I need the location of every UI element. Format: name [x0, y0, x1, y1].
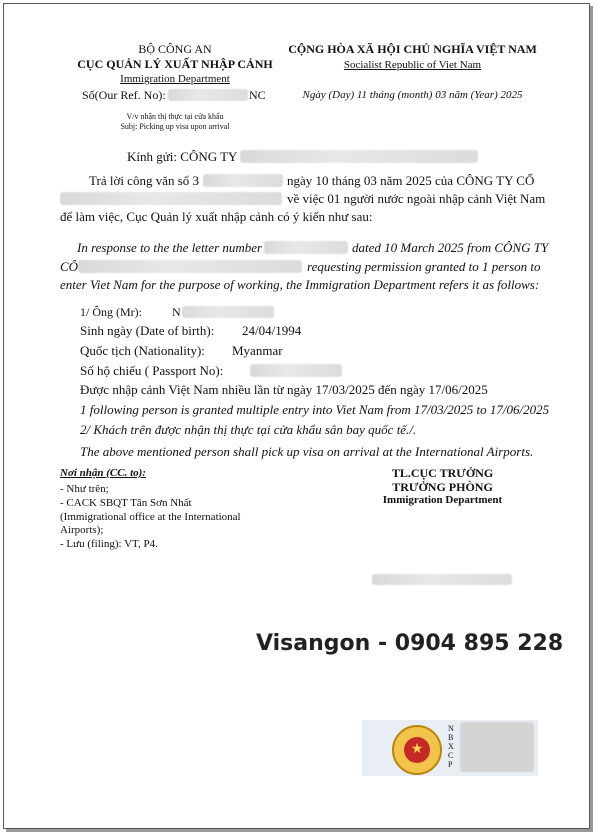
- ministry-name: BỘ CÔNG AN: [138, 42, 212, 56]
- pickup-vi: 2/ Khách trên được nhận thị thực tại cửa khẩu sân bay quốc tế./.: [80, 422, 417, 437]
- vi-paragraph-line3: để làm việc, Cục Quản lý xuất nhập cảnh có ý kiến như sau:: [60, 209, 373, 224]
- person-label: 1/ Ông (Mr):: [80, 305, 142, 319]
- vi-paragraph-line1b: ngày 10 tháng 03 năm 2025 của CÔNG TY CỔ: [287, 173, 535, 188]
- recipient-line: Airports);: [60, 524, 104, 536]
- country-name-en: Socialist Republic of Viet Nam: [343, 59, 482, 71]
- subject-en: Subj: Picking up visa upon arrival: [120, 122, 230, 131]
- country-name: CỘNG HÒA XÃ HỘI CHỦ NGHĨA VIỆT NAM: [288, 42, 537, 56]
- entry-vi: Được nhập cảnh Việt Nam nhiều lần từ ngày 17/03/2025 đến ngày 17/06/2025: [80, 382, 488, 397]
- stamp-letter: X: [448, 742, 454, 751]
- redacted-person-name: [182, 306, 274, 318]
- redacted-company: [240, 150, 478, 163]
- stamp-letter: C: [448, 751, 454, 760]
- reference-label: Số(Our Ref. No):: [82, 88, 166, 102]
- entry-en: 1 following person is granted multiple entry into Viet Nam from 17/03/2025 to 17/06/2025: [80, 402, 550, 417]
- signature-position: TRƯỞNG PHÒNG: [392, 480, 493, 494]
- redacted-company-name: [60, 192, 282, 205]
- visangon-phone-watermark: Visangon - 0904 895 228: [256, 631, 564, 656]
- redacted-letter-no: [203, 174, 283, 187]
- en-paragraph-line3: enter Viet Nam for the purpose of working, the Immigration Department refers it as follows:: [60, 277, 540, 292]
- en-paragraph-line1b: dated 10 March 2025 from CÔNG TY: [352, 240, 549, 255]
- seal-emblem-icon: [404, 737, 430, 763]
- redacted-company-en: [78, 260, 302, 273]
- redacted-stamp-details: [460, 722, 534, 772]
- reference-tail: NC: [249, 88, 266, 102]
- recipient-line: - Lưu (filing): VT, P4.: [60, 538, 158, 550]
- nationality-value: Myanmar: [232, 343, 283, 358]
- redacted-signer-name: [372, 574, 512, 585]
- nationality-label: Quốc tịch (Nationality):: [80, 343, 205, 358]
- star-icon: ★: [410, 741, 424, 757]
- en-paragraph-line2b: requesting permission granted to 1 person to: [307, 259, 541, 274]
- redacted-letter-number: [264, 241, 348, 254]
- recipient-line: - Như trên;: [60, 483, 109, 495]
- en-paragraph-line1a: In response to the the letter number: [77, 240, 263, 255]
- document-date: Ngày (Day) 11 tháng (month) 03 năm (Year) 2025: [302, 89, 523, 101]
- dob-label: Sinh ngày (Date of birth):: [80, 323, 215, 338]
- subject-vi: V/v nhận thị thực tại cửa khẩu: [126, 112, 224, 121]
- addressee: Kính gửi: CÔNG TY: [127, 149, 238, 164]
- department-name: CỤC QUẢN LÝ XUẤT NHẬP CẢNH: [77, 57, 273, 71]
- pickup-en: The above mentioned person shall pick up visa on arrival at the International Airports.: [80, 444, 534, 459]
- stamp-letter: P: [448, 760, 453, 769]
- department-name-en: Immigration Department: [120, 73, 230, 85]
- police-seal-icon: [392, 725, 442, 775]
- dob-value: 24/04/1994: [242, 323, 302, 338]
- stamp-letter: B: [448, 733, 454, 742]
- signature-department: Immigration Department: [382, 494, 503, 506]
- person-name: N: [172, 305, 181, 319]
- passport-label: Số hộ chiếu ( Passport No):: [80, 363, 224, 378]
- recipients-title: Nơi nhận (CC. to):: [60, 467, 146, 479]
- stamp-letter: N: [448, 724, 454, 733]
- redacted-passport: [250, 364, 342, 377]
- redacted-ref: [168, 89, 248, 101]
- recipient-line: - CACK SBQT Tân Sơn Nhất: [60, 497, 192, 509]
- signature-title: TL.CỤC TRƯỞNG: [391, 466, 494, 480]
- en-paragraph-line2a: CÔ: [60, 259, 79, 274]
- vi-paragraph-line1a: Trả lời công văn số 3: [89, 173, 200, 188]
- recipient-line: (Immigrational office at the International: [60, 511, 241, 523]
- vi-paragraph-line2: về việc 01 người nước ngoài nhập cảnh Việt Nam: [287, 191, 546, 206]
